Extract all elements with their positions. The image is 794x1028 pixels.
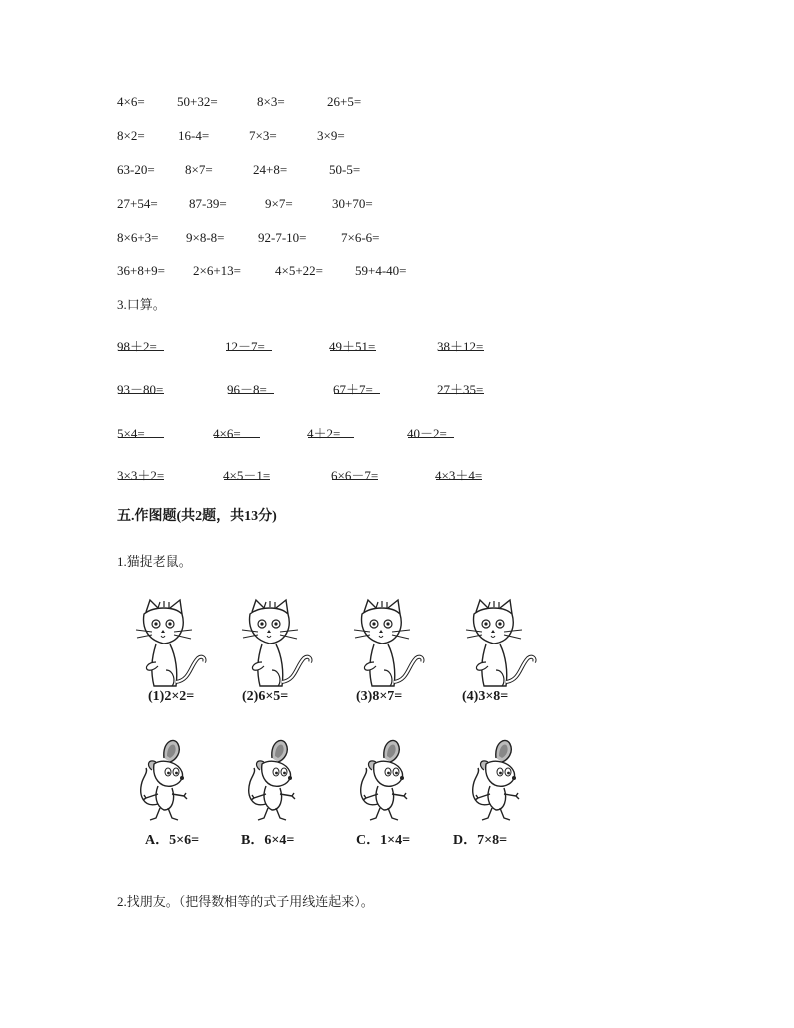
answer-blank[interactable]: [118, 467, 164, 480]
answer-blank[interactable]: [438, 338, 484, 351]
blank-expr: 4＋2=: [307, 426, 341, 441]
cat-label: (4)3×8=: [462, 689, 509, 704]
cat-illustration: [134, 600, 208, 690]
drill-item: 16-4=: [178, 128, 210, 143]
answer-blank[interactable]: [330, 338, 376, 351]
answer-blank[interactable]: [226, 338, 272, 351]
mouse-label: B．6×4=: [241, 833, 295, 848]
answer-blank[interactable]: [334, 381, 380, 394]
answer-blank[interactable]: [408, 425, 454, 438]
blank-expr: 3×3＋2=: [117, 468, 165, 483]
cat-illustration: [352, 600, 426, 690]
answer-blank[interactable]: [438, 381, 484, 394]
cat-label: (1)2×2=: [148, 689, 195, 704]
mouse-label: C．1×4=: [356, 833, 411, 848]
question-3-title: 3.口算。: [117, 297, 166, 312]
mouse-label: A．5×6=: [145, 833, 200, 848]
drill-item: 7×6-6=: [341, 230, 380, 245]
cat-illustration: [464, 600, 538, 690]
cat-illustration: [240, 600, 314, 690]
drill-item: 9×8-8=: [186, 230, 225, 245]
drill-item: 87-39=: [189, 196, 227, 211]
drill-item: 8×7=: [185, 162, 213, 177]
drill-item: 8×6+3=: [117, 230, 159, 245]
answer-blank[interactable]: [118, 338, 164, 351]
blank-expr: 12－7=: [225, 339, 265, 354]
drill-item: 9×7=: [265, 196, 293, 211]
answer-blank[interactable]: [118, 381, 164, 394]
drill-item: 24+8=: [253, 162, 288, 177]
drill-item: 50-5=: [329, 162, 361, 177]
blank-expr: 67＋7=: [333, 382, 373, 397]
blank-expr: 27＋35=: [437, 382, 484, 397]
drill-item: 8×3=: [257, 94, 285, 109]
blank-expr: 40－2=: [407, 426, 447, 441]
blank-expr: 4×5－1=: [223, 468, 271, 483]
drill-item: 3×9=: [317, 128, 345, 143]
answer-blank[interactable]: [214, 425, 260, 438]
drill-item: 50+32=: [177, 94, 218, 109]
mouse-label: D．7×8=: [453, 833, 508, 848]
answer-blank[interactable]: [118, 425, 164, 438]
drill-item: 4×6=: [117, 94, 145, 109]
drill-item: 4×5+22=: [275, 263, 323, 278]
drill-item: 59+4-40=: [355, 263, 407, 278]
answer-blank[interactable]: [332, 467, 378, 480]
drill-item: 92-7-10=: [258, 230, 307, 245]
blank-expr: 96－8=: [227, 382, 267, 397]
blank-expr: 38＋12=: [437, 339, 484, 354]
answer-blank[interactable]: [224, 467, 270, 480]
drill-item: 26+5=: [327, 94, 362, 109]
cat-label: (3)8×7=: [356, 689, 403, 704]
mouse-illustration: [354, 738, 414, 824]
blank-expr: 93－80=: [117, 382, 164, 397]
drill-item: 63-20=: [117, 162, 155, 177]
section-5-title: 五.作图题(共2题，共13分): [117, 509, 277, 524]
blank-expr: 98＋2=: [117, 339, 157, 354]
question-1-title: 1.猫捉老鼠。: [117, 554, 192, 569]
drill-item: 30+70=: [332, 196, 373, 211]
mouse-illustration: [242, 738, 302, 824]
answer-blank[interactable]: [308, 425, 354, 438]
drill-item: 27+54=: [117, 196, 158, 211]
blank-expr: 4×3＋4=: [435, 468, 483, 483]
mouse-illustration: [466, 738, 526, 824]
blank-expr: 49＋51=: [329, 339, 376, 354]
blank-expr: 5×4=: [117, 426, 145, 441]
blank-expr: 4×6=: [213, 426, 241, 441]
blank-expr: 6×6－7=: [331, 468, 379, 483]
drill-item: 36+8+9=: [117, 263, 165, 278]
answer-blank[interactable]: [436, 467, 482, 480]
question-2-title: 2.找朋友。（把得数相等的式子用线连起来）。: [117, 894, 374, 909]
cat-label: (2)6×5=: [242, 689, 289, 704]
mouse-illustration: [134, 738, 194, 824]
drill-item: 8×2=: [117, 128, 145, 143]
drill-item: 2×6+13=: [193, 263, 241, 278]
drill-item: 7×3=: [249, 128, 277, 143]
answer-blank[interactable]: [228, 381, 274, 394]
